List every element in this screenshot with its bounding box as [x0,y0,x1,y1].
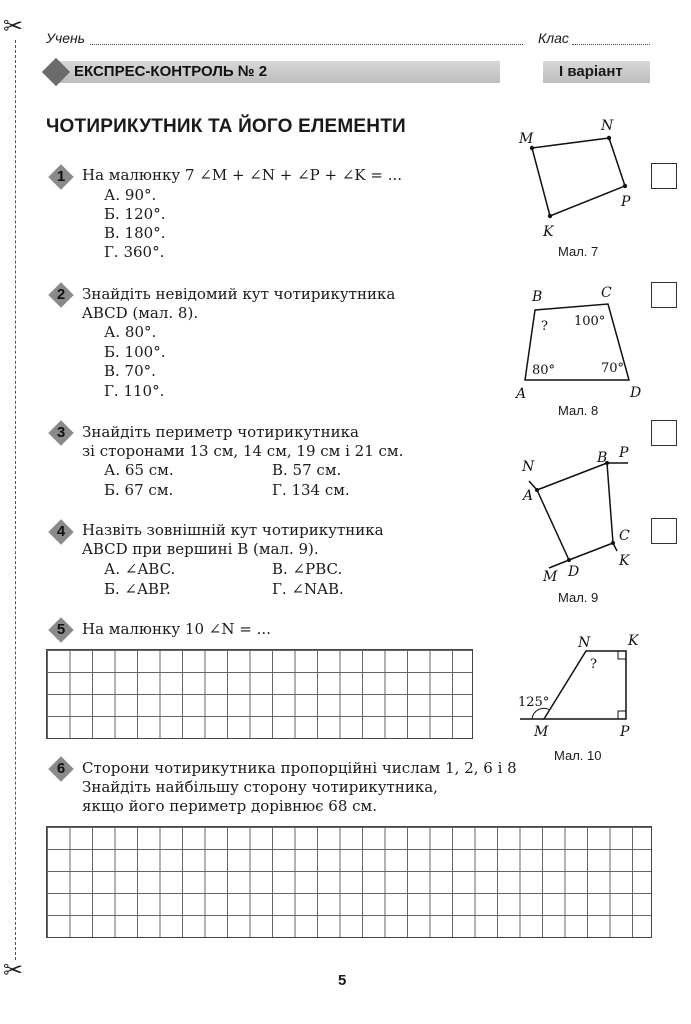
question-4-option-a[interactable]: А. ∠ABC. [104,560,176,578]
angle-label: 80° [532,363,556,378]
angle-label: ? [590,657,597,672]
vertex-label: N [522,459,535,475]
figure-7-diagram [505,112,645,242]
question-number-badge: 3 [48,420,74,446]
vertex-label: D [630,385,642,401]
figure-10-diagram [510,630,650,745]
question-5-text: На малюнку 10 ∠N = ... [82,620,271,638]
answer-grid-6[interactable] [46,826,652,938]
variant-badge [543,61,650,83]
answer-grid-5[interactable] [46,649,473,739]
vertex-label: K [543,224,554,240]
vertex-label: M [543,569,558,585]
question-number-badge: 5 [48,617,74,643]
page-number: 5 [338,972,347,989]
question-4-text-line-2: ABCD при вершині B (мал. 9). [82,540,319,558]
vertex-label: C [619,528,630,544]
figure-9-diagram [515,443,650,588]
figure-8-caption: Мал. 8 [558,403,599,418]
question-4-option-b[interactable]: Б. ∠ABP. [104,580,171,598]
class-label: Клас [538,30,569,46]
answer-box-3[interactable] [651,420,677,446]
scissors-icon: ✂ [3,12,24,40]
question-4-text-line-1: Назвіть зовнішній кут чотирикутника [82,521,384,539]
question-4-option-d[interactable]: Г. ∠NAB. [272,580,344,598]
student-name-field[interactable] [90,44,523,45]
angle-label: ? [541,319,548,334]
question-2-text-line-2: ABCD (мал. 8). [82,304,199,322]
vertex-label: A [516,386,527,402]
question-2-text-line-1: Знайдіть невідомий кут чотирикутника [82,285,396,303]
question-1-option-d[interactable]: Г. 360°. [104,243,165,261]
answer-box-2[interactable] [651,282,677,308]
cut-line [15,40,16,960]
question-2-option-c[interactable]: В. 70°. [104,362,156,380]
angle-label: 100° [574,314,606,329]
vertex-label: M [519,131,534,147]
vertex-label: C [601,285,612,301]
test-banner [40,61,500,83]
question-3-text-line-1: Знайдіть периметр чотирикутника [82,423,359,441]
student-label: Учень [46,30,86,46]
vertex-label: N [601,118,614,134]
vertex-label: N [578,635,591,651]
question-1-option-a[interactable]: А. 90°. [104,186,157,204]
question-number-badge: 1 [48,164,74,190]
answer-box-4[interactable] [651,518,677,544]
question-3-option-d[interactable]: Г. 134 см. [272,481,350,499]
question-6-text-line-2: Знайдіть найбільшу сторону чотирикутника, [82,778,438,796]
figure-10-caption: Мал. 10 [554,748,602,763]
banner-title: ЕКСПРЕС-КОНТРОЛЬ № 2 [74,63,268,80]
vertex-label: K [619,553,630,569]
question-2-option-d[interactable]: Г. 110°. [104,382,165,400]
question-2-option-a[interactable]: А. 80°. [104,323,157,341]
scissors-icon: ✂ [3,956,24,984]
question-3-option-b[interactable]: Б. 67 см. [104,481,174,499]
figure-8-diagram [510,282,650,402]
question-3-option-c[interactable]: В. 57 см. [272,461,342,479]
vertex-label: P [620,724,630,740]
question-3-option-a[interactable]: А. 65 см. [104,461,174,479]
vertex-label: M [534,724,549,740]
question-3-text-line-2: зі сторонами 13 см, 14 см, 19 см і 21 см. [82,442,404,460]
question-number-badge: 6 [48,756,74,782]
question-number-badge: 2 [48,282,74,308]
question-1-text: На малюнку 7 ∠M + ∠N + ∠P + ∠K = ... [82,166,403,184]
section-title: ЧОТИРИКУТНИК ТА ЙОГО ЕЛЕМЕНТИ [46,116,406,137]
vertex-label: D [568,564,580,580]
question-1-option-b[interactable]: Б. 120°. [104,205,166,223]
vertex-label: P [621,194,631,210]
angle-label: 125° [518,695,550,710]
vertex-label: P [619,445,629,461]
question-2-option-b[interactable]: Б. 100°. [104,343,166,361]
vertex-label: B [532,289,543,305]
variant-label: І варіант [559,63,623,80]
vertex-label: K [628,633,639,649]
figure-9-caption: Мал. 9 [558,590,599,605]
question-number-badge: 4 [48,519,74,545]
question-6-text-line-1: Сторони чотирикутника пропорційні числам 1, 2, 6 і 8 [82,759,517,777]
question-1-option-c[interactable]: В. 180°. [104,224,166,242]
vertex-label: A [523,488,534,504]
vertex-label: B [597,450,608,466]
figure-7-caption: Мал. 7 [558,244,599,259]
class-field[interactable] [572,44,650,45]
question-6-text-line-3: якщо його периметр дорівнює 68 см. [82,797,377,815]
answer-box-1[interactable] [651,163,677,189]
angle-label: 70° [601,361,625,376]
question-4-option-c[interactable]: В. ∠PBC. [272,560,343,578]
